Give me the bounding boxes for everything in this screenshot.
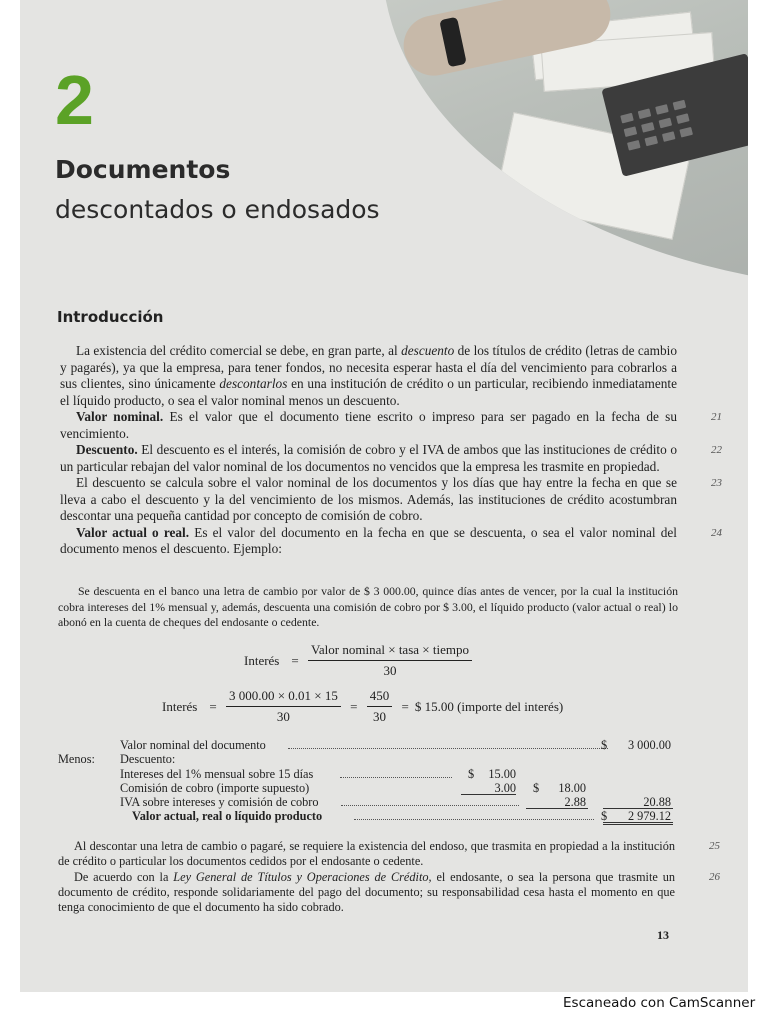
definition-descuento: Descuento. El descuento es el interés, la comisión de cobro y el IVA de ambos que las instituciones de crédito o un particular rebajan del valor nominal de los documentos no vencidos que la empresa les trasmite en propiedad. 22 <box>60 442 722 474</box>
table-row: Comisión de cobro (importe supuesto) 3.00 $ 18.00 <box>120 780 586 795</box>
discount-calculation-table <box>58 738 678 824</box>
ley-paragraph: De acuerdo con la Ley General de Títulos y Operaciones de Crédito, el endosante, o sea la persona que trasmite un documento de crédito, responde solidariamente del pago del documento; su responsabilidad cesa hasta el momento en que tenga conocimiento de que el documento ha sido cobrado. 26 <box>58 869 720 915</box>
definition-valor-nominal: Valor nominal. Es el valor que el documento tiene escrito o impreso para ser pagado en la fecha de su vencimiento. 21 <box>60 409 722 441</box>
camscanner-watermark: Escaneado con CamScanner <box>563 995 756 1011</box>
intro-text <box>60 343 722 558</box>
interest-calculation: Interés = $\frac{3 000.00 \times 0.01 \times 15}{30}$ = $\frac{450}{30}$ = $ 15.00 (importe del interés) <box>162 688 564 724</box>
chapter-title-line2: descontados o endosados <box>55 195 380 224</box>
section-heading: Introducción <box>57 308 164 326</box>
endoso-paragraph: Al descontar una letra de cambio o pagaré, se requiere la existencia del endoso, que trasmita en propiedad a la institución de crédito o particular los documentos cedidos por el endosante o cedente. 25 <box>58 839 720 869</box>
example-text: Se descuenta en el banco una letra de cambio por valor de $ 3 000.00, quince días antes de vencer, por la cual la institución cobra intereses del 1% mensual y, además, descuenta una comisión de cobro por $ 3.00, el líquido producto (valor actual o real) lo abonó en la cuenta de cheques del endosante o cedente. <box>58 584 678 629</box>
chapter-number: 2 <box>55 61 94 139</box>
table-row: Valor nominal del documento $ 3 000.00 <box>120 738 671 752</box>
header-photo <box>382 0 748 290</box>
closing-text <box>58 839 720 915</box>
page-number: 13 <box>657 928 669 942</box>
table-row: Intereses del 1% mensual sobre 15 días $ 15.00 <box>120 766 516 781</box>
descuento-calculation-paragraph: El descuento se calcula sobre el valor nominal de los documentos y los días que hay entre la fecha en que se lleva a cabo el descuento y la del vencimiento de los mismos. Además, las instituciones de crédito acostumbran descontar una pequeña cantidad por concepto de comisión de cobro. 23 <box>60 475 722 523</box>
table-row: Menos: Descuento: <box>58 752 176 767</box>
margin-number: 25 <box>709 840 720 852</box>
interest-formula: Interés = $\frac{\text{Valor nominal × tasa × tiempo}}{30}$ <box>238 642 472 679</box>
definition-valor-actual: Valor actual o real. Es el valor del documento en la fecha en que se descuenta, o sea el valor nominal del documento menos el descuento. Ejemplo: 24 <box>60 524 722 556</box>
margin-number: 21 <box>711 411 722 423</box>
margin-number: 22 <box>711 444 722 456</box>
table-row: Valor actual, real o líquido producto $ 2 979.12 <box>132 809 671 824</box>
chapter-title-line1: Documentos <box>55 155 231 184</box>
book-page <box>20 0 748 992</box>
margin-number: 26 <box>709 870 720 883</box>
intro-paragraph: La existencia del crédito comercial se debe, en gran parte, al descuento de los títulos de crédito (letras de cambio y pagarés), ya que la empresa, para tener fondos, no necesita esperar hasta el día del vencimiento para cobrarlos a sus clientes, sino únicamente descontarlos en una institución de crédito o un particular, recibiendo inmediatamente el líquido producto, o sea el valor nominal menos un descuento. <box>60 343 677 408</box>
table-row: IVA sobre intereses y comisión de cobro 2.88 20.88 <box>120 795 671 810</box>
margin-number: 24 <box>711 526 722 539</box>
margin-number: 23 <box>711 477 722 489</box>
